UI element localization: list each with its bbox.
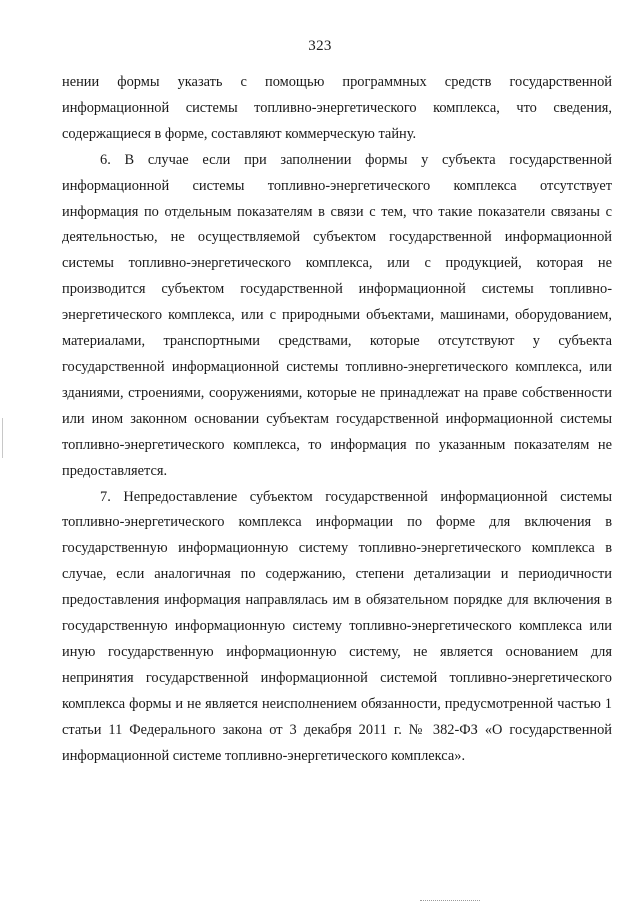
scan-bottom-mark [420, 900, 480, 902]
scan-edge-mark [2, 418, 3, 458]
body-text [62, 70, 612, 769]
paragraph-item-6: 6. В случае если при заполнении формы у субъекта государственной информационной системы топливно-энергетического комплекса отсутствует информация по отдельным показателям в связи с тем, что такие показатели связаны с деятельностью, не осуществляемой субъектом государственной информационной системы топливно-энергетического комплекса, или с продукцией, которая не производится субъектом государственной информационной системы топливно-энергетического комплекса, или с природными объектами, машинами, оборудованием, материалами, транспортными средствами, которые отсутствуют у субъекта государственной информационной системы топливно-энергетического комплекса, или зданиями, строениями, сооружениями, которые не принадлежат на праве собственности или ином законном основании субъектам государственной информационной системы топливно-энергетического комплекса, то информация по указанным показателям не предоставляется. [62, 151, 612, 479]
paragraph-continuation: нении формы указать с помощью программных средств государственной информационной системы топливно-энергетического комплекса, что сведения, содержащиеся в форме, составляют коммерческую тайну. [62, 74, 612, 142]
page-number: 323 [308, 38, 332, 54]
paragraph-item-7: 7. Непредоставление субъектом государственной информационной системы топливно-энергетического комплекса информации по форме для включения в государственную информационную систему топливно-энергетического комплекса в случае, если аналогичная по содержанию, степени детализации и периодичности предоставления информация направлялась им в обязательном порядке для включения в государственную информационную систему топливно-энергетического комплекса или иную государственную информационную систему, не является основанием для непринятия государственной информационной системой топливно-энергетического комплекса формы и не является неисполнением обязанности, предусмотренной частью 1 статьи 11 Федерального закона от 3 декабря 2011 г. № 382-ФЗ «О государственной информационной системе топливно-энергетического комплекса». [62, 488, 612, 764]
